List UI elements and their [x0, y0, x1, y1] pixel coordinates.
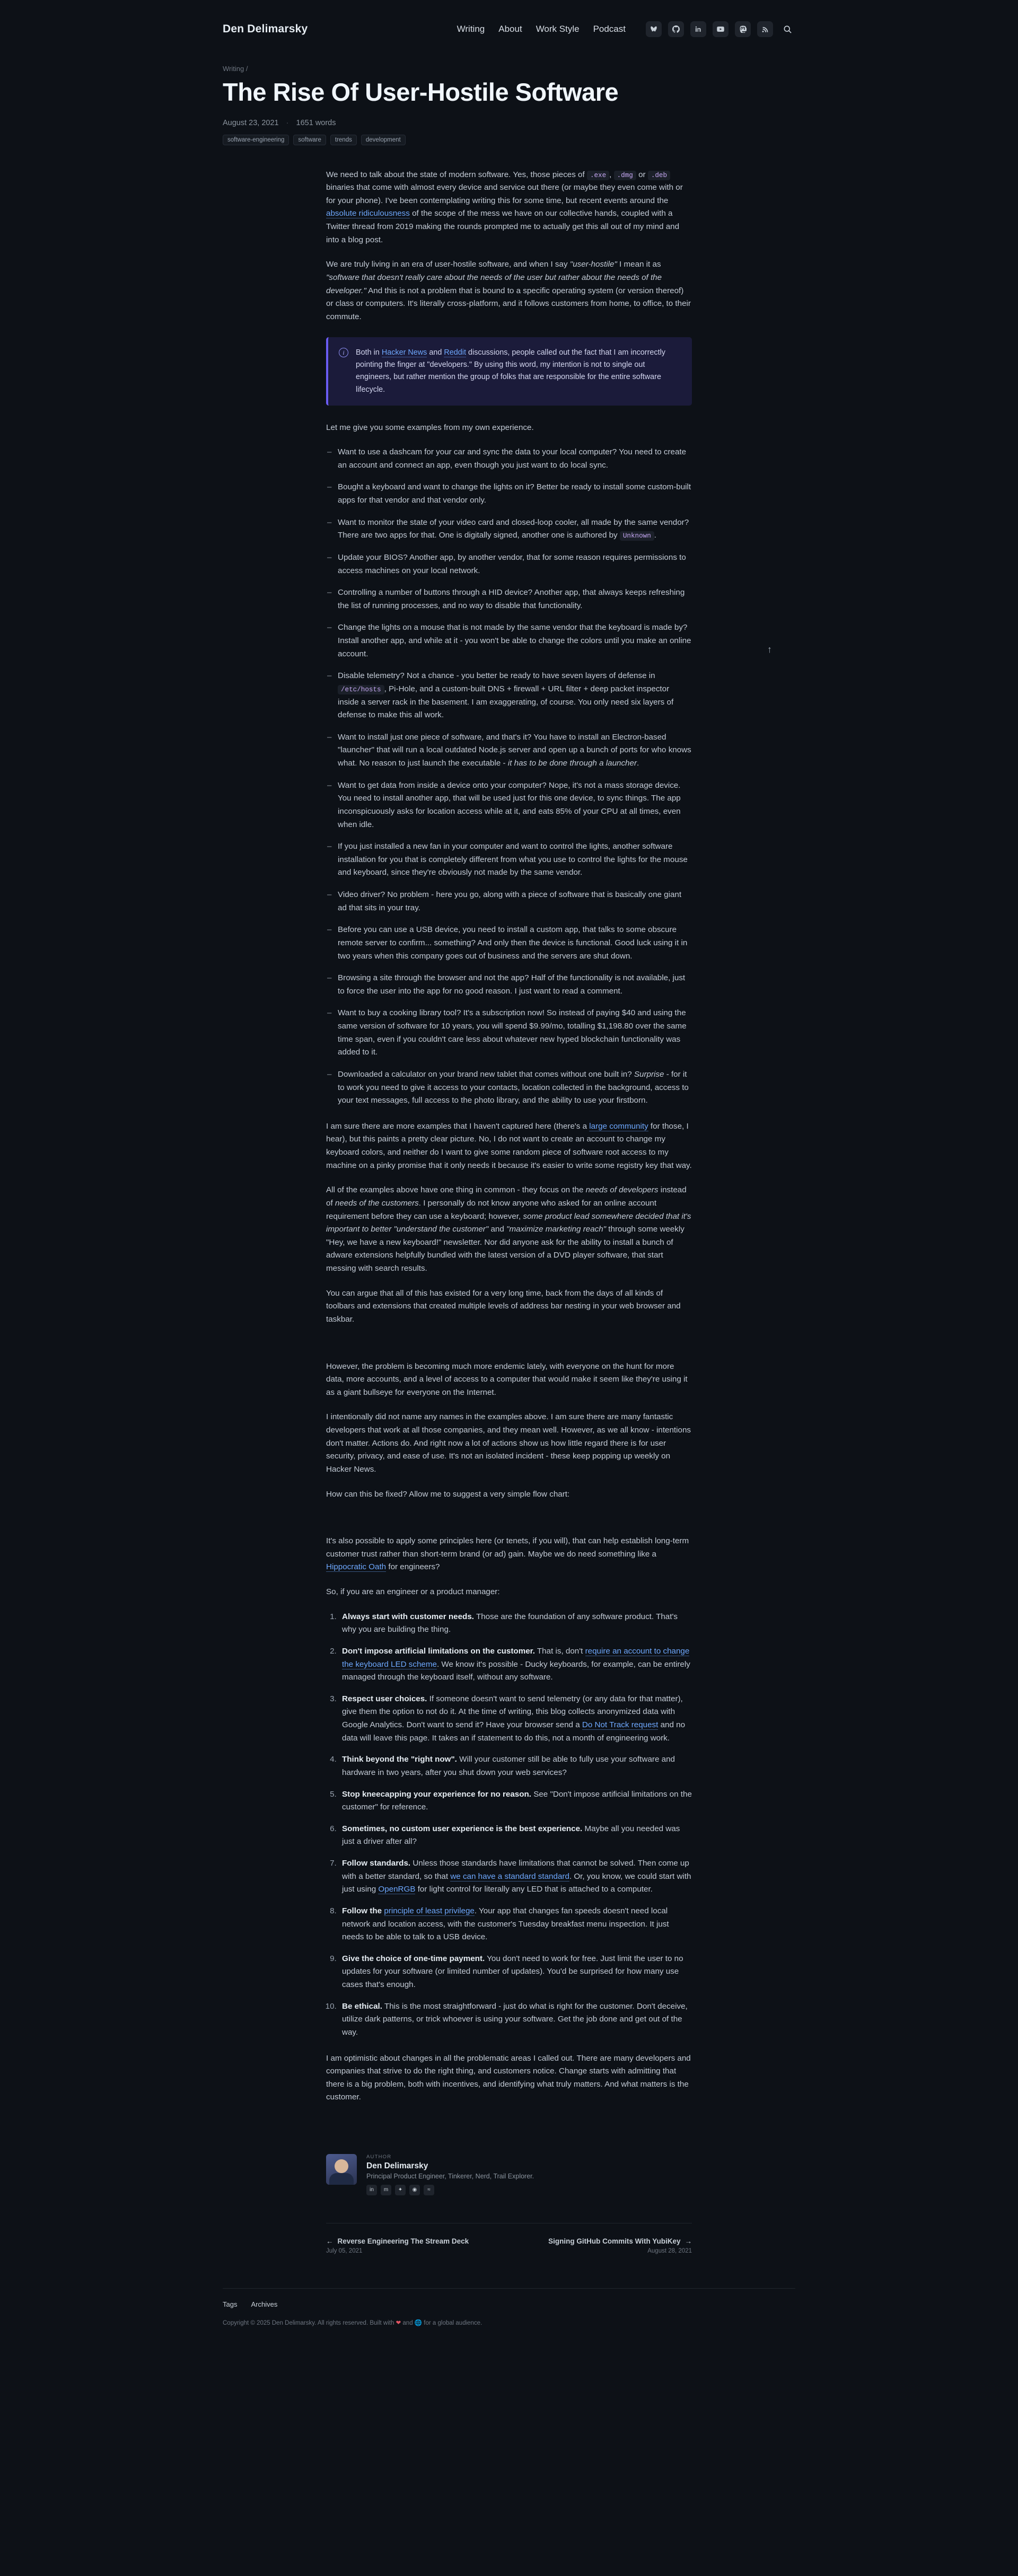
text-fragment: for a global audience. [422, 2320, 482, 2327]
text-fragment: Want to use a dashcam for your car and sync the data to your local computer? You need to create an account and connect an app, even though you just want to do local sync. [338, 447, 687, 470]
list-item [326, 446, 692, 472]
text-fragment: Want to install just one piece of software, and that's it? You have to install an Electron-based "launcher" that will run a local outdated Node.js server and open up a bunch of ports for who knows what. No reason to just launch the executable - [338, 732, 691, 768]
nav-item-writing[interactable]: Writing [457, 24, 485, 34]
paragraph-more-examples [326, 1120, 692, 1173]
text-fragment: If you just installed a new fan in your computer and want to control the lights, another software installation for you that is completely different from what you use to control the lights for the mouse and keyboard, since they're obviously not made by the same vendor. [338, 842, 688, 877]
text-fragment: Want to monitor the state of your video card and closed-loop cooler, all made by the same vendor? There are two apps for that. One is digitally signed, another one is authored by [338, 517, 689, 540]
link-absolute-ridiculousness[interactable]: absolute ridiculousness [326, 209, 410, 218]
list-item [326, 670, 692, 722]
tag-item[interactable]: software-engineering [223, 135, 289, 145]
list-item [326, 972, 692, 998]
next-post-link[interactable] [548, 2237, 692, 2254]
avatar-face [335, 2159, 348, 2173]
list-item [326, 731, 692, 770]
text-fragment: for light control for literally any LED that is attached to a computer. [415, 1885, 653, 1894]
paragraph-endemic: However, the problem is becoming much more endemic lately, with everyone on the hunt for more data, more accounts, and a level of access to a computer that would make it seem like they're using it as a giant bullseye for everyone on the Internet. [326, 1361, 688, 1397]
text-fragment: Both in [356, 348, 382, 357]
main-nav [457, 21, 795, 37]
list-item [339, 1823, 692, 1849]
list-item [326, 889, 692, 915]
text-fragment: . Your app that changes fan speeds doesn't need local network and location access, with the customer's Tuesday breakfast menu inspection. It just needs to be able to talk to a USB device. [342, 1906, 669, 1942]
breadcrumb [223, 65, 795, 73]
header-social-links [646, 21, 795, 37]
previous-post-date: July 05, 2021 [326, 2248, 363, 2255]
text-fragment: I mean it as [617, 260, 661, 269]
principle-title: Give the choice of one-time payment. [342, 1954, 485, 1963]
text-fragment: . [654, 531, 657, 540]
text-fragment: Downloaded a calculator on your brand new tablet that comes without one built in? [338, 1069, 634, 1079]
text-fragment: or [636, 170, 648, 179]
callout-text [356, 347, 681, 395]
text-fragment: And this is not a problem that is bound to a specific operating system (or version thereof) or class or computers. It's literally cross-platform, and it follows customers from home, to office, to their commute. [326, 286, 691, 321]
note-callout [326, 337, 692, 405]
paragraph-examples-intro: Let me give you some examples from my own experience. [326, 423, 534, 432]
principles-list [326, 1611, 692, 2039]
list-item [339, 1905, 692, 1944]
footer-link-tags[interactable]: Tags [223, 2300, 238, 2309]
text-fragment: and no data will leave this page. It takes an if statement to do this, not a month of engineering work. [342, 1720, 686, 1743]
text-fragment: Copyright © 2025 Den Delimarsky. All rights reserved. Built with [223, 2320, 396, 2327]
paragraph-flow-chart-intro: How can this be fixed? Allow me to suggest a very simple flow chart: [326, 1489, 570, 1499]
linkedin-icon[interactable]: in [366, 2185, 377, 2195]
copyright [223, 2319, 795, 2326]
meta-separator: · [286, 118, 289, 127]
text-fragment: I am sure there are more examples that I haven't captured here (there's a [326, 1121, 590, 1131]
text-fragment: This is the most straightforward - just do what is right for the customer. Don't deceive, utilize dark patterns, or trick whoever is using your software. Get the job done and get out of the way. [342, 2001, 688, 2037]
mastodon-icon[interactable] [735, 21, 751, 37]
text-fragment: Video driver? No problem - here you go, along with a piece of software that is basically one giant ad that sits in your tray. [338, 890, 682, 912]
examples-list [326, 446, 692, 1107]
post-pager [326, 2223, 692, 2254]
link-openrgb[interactable]: OpenRGB [378, 1885, 416, 1894]
code-etc-hosts: /etc/hosts [338, 685, 384, 694]
author-info [366, 2154, 534, 2195]
text-fragment: . [637, 759, 639, 768]
text-fragment: through some weekly "Hey, we have a new keyboard!" newsletter. Nor did anyone ask for the ability to install a bunch of adware extensions helpfully bundled with the latest version of a DVD player software, that start messing with search results. [326, 1225, 684, 1273]
page-title: The Rise Of User-Hostile Software [223, 78, 619, 106]
list-item [326, 551, 692, 577]
text-fragment: , Pi-Hole, and a custom-built DNS + firewall + URL filter + deep packet inspector inside a server rack in the basement. I am exaggerating, of course. You only need six layers of defense to make this all work. [338, 684, 674, 720]
link-least-privilege[interactable]: principle of least privilege [384, 1906, 475, 1915]
author-social-links [366, 2185, 534, 2195]
avatar [326, 2154, 357, 2185]
list-item [339, 1953, 692, 1992]
text-fragment: discussions, people called out the fact that I am incorrectly pointing the finger at "developers." By using this word, my intention is not to single out engineers, but rather mention the group of folks that are responsible for the entire software lifecycle. [356, 348, 665, 394]
github-icon[interactable] [668, 21, 684, 37]
breadcrumb-writing[interactable]: Writing / [223, 65, 248, 73]
emphasis-launcher: it has to be done through a launcher [507, 759, 637, 768]
text-fragment: Before you can use a USB device, you need to install a custom app, that talks to some obscure remote server to confirm... something? And only then the device is functional. Good luck using it in two years when this company goes out of business and the servers are shut down. [338, 925, 688, 961]
previous-post-label-row [326, 2237, 469, 2245]
paragraph-common-thread [326, 1184, 692, 1275]
link-large-community[interactable]: large community [589, 1121, 648, 1131]
link-hippocratic-oath[interactable]: Hippocratic Oath [326, 1562, 387, 1572]
paragraph-so-if-you-are: So, if you are an engineer or a product manager: [326, 1587, 500, 1597]
author-description: Principal Product Engineer, Tinkerer, Nerd, Trail Explorer. [366, 2173, 534, 2181]
linkedin-icon[interactable] [690, 21, 706, 37]
list-item [339, 1788, 692, 1814]
text-fragment: Browsing a site through the browser and not the app? Half of the functionality is not available, just to force the user into the app for no good reason. I just want to read a comment. [338, 973, 686, 996]
link-hacker-news[interactable]: Hacker News [381, 348, 427, 357]
next-post-title: Signing GitHub Commits With YubiKey [548, 2237, 681, 2246]
tag-list [223, 135, 795, 145]
principle-title: Stop kneecapping your experience for no reason. [342, 1789, 531, 1799]
text-fragment: Unless those standards have limitations that cannot be solved. Then come up with a better standard, so that [342, 1859, 689, 1881]
text-fragment: Those are the foundation of any software product. That's why you are building the thing. [342, 1612, 678, 1634]
tag-item[interactable]: software [293, 135, 326, 145]
footer-link-archives[interactable]: Archives [251, 2300, 278, 2309]
text-fragment: Bought a keyboard and want to change the lights on it? Better be ready to install some custom-built apps for that vendor and that vendor only. [338, 482, 691, 505]
nav-item-podcast[interactable]: Podcast [593, 24, 626, 34]
list-item [339, 1857, 692, 1896]
arrow-right-icon: → [684, 2237, 692, 2246]
emphasis-needs-customers: needs of the customers [335, 1198, 419, 1208]
tag-item[interactable]: development [361, 135, 406, 145]
list-item [326, 1007, 692, 1059]
text-fragment: Change the lights on a mouse that is not made by the same vendor that the keyboard is made by? Install another app, and while at it - you won't be able to change the colors until you make an online account. [338, 623, 691, 658]
principle-title: Always start with customer needs. [342, 1612, 474, 1621]
paragraph-conclusion: I am optimistic about changes in all the problematic areas I called out. There are many developers and companies that strive to do the right thing, and customers notice. Change starts with admitting that there is a big problem, both with incentives, and identifying what truly matters. And what matters is the customer. [326, 2053, 691, 2102]
code-dmg: .dmg [614, 171, 636, 180]
principle-title: Don't impose artificial limitations on the customer. [342, 1646, 535, 1656]
text-fragment: , [609, 170, 614, 179]
avatar-body [329, 2173, 354, 2185]
emphasis-product-lead: some product lead somewhere decided that it's important to better "understand the customer" [326, 1211, 691, 1234]
nav-item-work-style[interactable]: Work Style [536, 24, 580, 34]
text-fragment: and [488, 1225, 507, 1234]
bluesky-icon[interactable] [646, 21, 662, 37]
list-item [326, 481, 692, 507]
scroll-to-top-icon[interactable]: ↑ [767, 644, 772, 655]
emphasis-needs-developers: needs of developers [585, 1185, 659, 1195]
text-fragment: We are truly living in an era of user-hostile software, and when I say [326, 260, 570, 269]
principle-title: Be ethical. [342, 2001, 382, 2011]
list-item [326, 1068, 692, 1107]
list-item [339, 1693, 692, 1745]
principle-title: Sometimes, no custom user experience is the best experience. [342, 1824, 583, 1833]
text-fragment: binaries that come with almost every device and service out there (or maybe they even come with or for your phone). I've been contemplating writing this for some time, but recent events around the [326, 183, 683, 205]
rss-icon[interactable] [757, 21, 773, 37]
principle-title: Think beyond the "right now". [342, 1755, 457, 1764]
list-item [339, 2000, 692, 2039]
text-fragment: Update your BIOS? Another app, by another vendor, that for some reason requires permissions to access machines on your local network. [338, 552, 686, 575]
text-fragment: Want to get data from inside a device onto your computer? Nope, it's not a mass storage device. You need to install another app, that will be used just for this one device, to sync things. The app inconspicuously asks for location access while at it, and eats 85% of your CPU at all times, even when idle. [338, 780, 681, 829]
text-fragment: . We know it's possible - Ducky keyboards, for example, can be entirely managed through the keyboard itself, without any software. [342, 1659, 690, 1682]
link-reddit[interactable]: Reddit [444, 348, 467, 357]
article-meta [223, 119, 795, 127]
paragraph-principles-intro [326, 1535, 692, 1574]
youtube-icon[interactable] [713, 21, 729, 37]
list-item [326, 621, 692, 661]
link-do-not-track[interactable]: Do Not Track request [582, 1720, 659, 1730]
site-footer [0, 2288, 1018, 2348]
flowchart-spacer [326, 1513, 692, 1535]
footer-links [223, 2288, 795, 2308]
code-exe: .exe [587, 171, 609, 180]
list-item [326, 586, 692, 612]
text-fragment: Maybe all you needed was just a driver after all? [342, 1824, 680, 1847]
text-fragment: and [401, 2320, 415, 2327]
next-post-label-row [548, 2237, 692, 2245]
list-item [326, 779, 692, 832]
author-name: Den Delimarsky [366, 2161, 428, 2171]
list-item [326, 840, 692, 880]
tag-item[interactable]: trends [330, 135, 357, 145]
text-fragment: It's also possible to apply some principles here (or tenets, if you will), that can help establish long-term customer trust rather than short-term brand (or ad) gain. Maybe we do need something like a [326, 1536, 689, 1559]
text-fragment: for engineers? [386, 1562, 440, 1572]
bluesky-icon[interactable]: ✦ [395, 2185, 406, 2195]
code-unknown: Unknown [620, 531, 654, 541]
principle-title: Follow the [342, 1906, 384, 1915]
author-card [326, 2135, 692, 2195]
text-fragment: instead of [326, 1185, 687, 1208]
emphasis-user-hostile: "user-hostile" [569, 260, 617, 269]
site-header [0, 0, 1018, 37]
paragraph-no-names: I intentionally did not name any names in the examples above. I am sure there are many fantastic developers that work at all those companies, and they mean well. However, as we all know - intentions don't matter. Actions do. And right now a lot of actions show us how little regard there is for user security, privacy, and ease of use. It's not an isolated incident - these keep popping up weekly on Hacker News. [326, 1412, 691, 1474]
text-fragment: If someone doesn't want to send telemetry (or any data for that matter), give them the option to not do it. At the time of writing, this blog collects anonymized data with Google Analytics. Don't want to send it? Have your browser send a [342, 1694, 683, 1730]
text-fragment: You don't need to work for free. Just limit the user to no updates for your software (or limited number of updates). You'd be surprised for how many use cases that's enough. [342, 1954, 683, 1990]
site-brand[interactable]: Den Delimarsky [223, 23, 308, 35]
word-count: 1651 words [296, 118, 336, 127]
text-fragment: and [427, 348, 444, 357]
paragraph-history: You can argue that all of this has existed for a very long time, back from the days of all kinds of toolbars and extensions that created multiple levels of address bar nesting in your web browser and taskbar. [326, 1288, 681, 1324]
github-icon[interactable]: ◉ [409, 2185, 420, 2195]
emphasis-marketing-reach: "maximize marketing reach" [506, 1225, 607, 1234]
principle-title: Respect user choices. [342, 1694, 427, 1703]
text-fragment: See "Don't impose artificial limitations on the customer" for reference. [342, 1789, 692, 1812]
article-body [326, 145, 692, 2105]
text-fragment: . I personally do not know anyone who asked for an online account requirement before they can use a keyboard; however, [326, 1198, 657, 1221]
text-fragment: - for it to work you need to give it access to your contacts, location collected in the background, access to your text messages, full access to the photo library, and the ability to use your firstborn. [338, 1069, 689, 1105]
code-deb: .deb [648, 171, 670, 180]
list-item [339, 1645, 692, 1684]
emphasis-definition: "software that doesn't really care about the needs of the user but rather about the needs of the developer." [326, 272, 662, 295]
list-item [339, 1611, 692, 1637]
text-fragment: All of the examples above have one thing in common - they focus on the [326, 1185, 586, 1195]
info-icon: i [339, 348, 348, 357]
paragraph-definition [326, 258, 692, 323]
nav-item-about[interactable]: About [498, 24, 522, 34]
arrow-left-icon: ← [326, 2237, 334, 2246]
heart-icon: ❤ [396, 2320, 401, 2327]
text-fragment: Want to buy a cooking library tool? It's a subscription now! So instead of paying $40 and using the same version of software for 10 years, you will spend $9.99/mo, totalling $1,198.80 over the same time span, even if you couldn't care less about whatever new hyped blockchain functionality was added to it. [338, 1008, 687, 1057]
text-fragment: of the scope of the mess we have on our collective hands, coupled with a Twitter thread from 2019 making the rounds prompted me to actually get this all out of my mind and into a blog post. [326, 209, 680, 244]
text-fragment: That is, don't [534, 1646, 585, 1656]
next-post-date: August 28, 2021 [647, 2248, 692, 2255]
text-fragment: Disable telemetry? Not a chance - you better be ready to have seven layers of defense in [338, 671, 655, 681]
publish-date: August 23, 2021 [223, 118, 279, 127]
paragraph-intro [326, 169, 692, 247]
link-require-account[interactable]: require an account to change the keyboard LED scheme [342, 1646, 690, 1669]
chart-spacer [326, 1338, 692, 1360]
previous-post-title: Reverse Engineering The Stream Deck [337, 2237, 469, 2246]
emphasis-surprise: Surprise [634, 1069, 664, 1079]
text-fragment: Controlling a number of buttons through a HID device? Another app, that always keeps refreshing the list of running processes, and no way to disable that functionality. [338, 588, 685, 610]
text-fragment: We need to talk about the state of modern software. Yes, those pieces of [326, 170, 587, 179]
link-standard-standard[interactable]: we can have a standard standard [450, 1871, 569, 1881]
article [0, 65, 1018, 2254]
globe-icon: 🌐 [414, 2320, 423, 2327]
previous-post-link[interactable] [326, 2237, 469, 2254]
mastodon-icon[interactable]: m [381, 2185, 391, 2195]
principle-title: Follow standards. [342, 1859, 411, 1868]
list-item [339, 1753, 692, 1779]
text-fragment: Will your customer still be able to fully use your software and hardware in two years, after you shut down your web services? [342, 1755, 675, 1777]
list-item [326, 516, 692, 542]
text-fragment: for those, I hear), but this paints a pretty clear picture. No, I do not want to create an account to change my keyboard colors, and neither do I want to give some random piece of software root access to my machine on a pinky promise that it only needs it because it's easier to write some registry key that way. [326, 1121, 692, 1170]
rss-icon[interactable]: ≈ [424, 2185, 434, 2195]
list-item [326, 924, 692, 963]
text-fragment: . Or, you know, we could start with just using [342, 1871, 691, 1894]
author-label: AUTHOR [366, 2154, 392, 2160]
search-icon[interactable] [779, 21, 795, 37]
